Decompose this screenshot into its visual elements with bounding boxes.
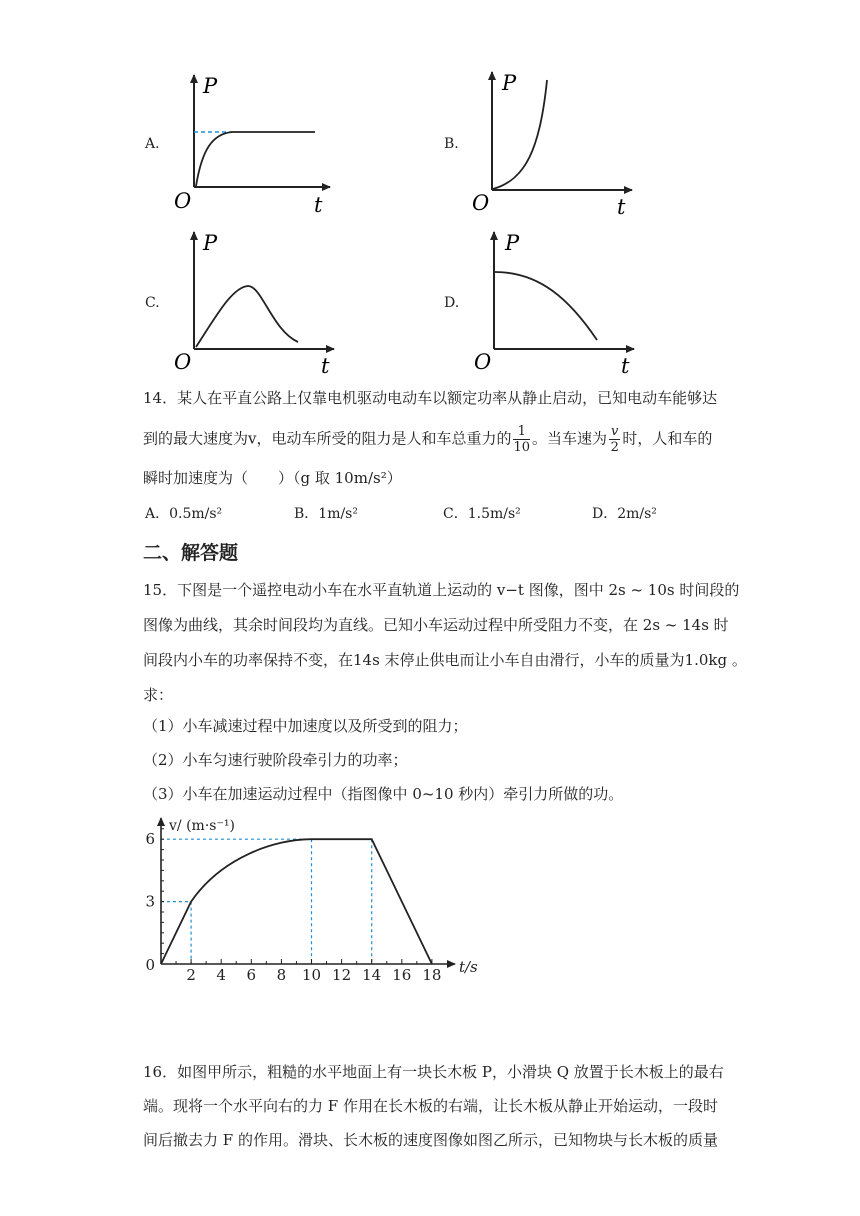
choice-a: A．0.5m/s² [145,506,223,522]
q16-line-2: 端。现将一个水平向右的力 F 作用在长木板的右端，让长木板从静止开始运动，一段时 [143,1097,718,1115]
graph-c [174,231,334,378]
option-d-label: D. [444,295,460,311]
x-tick-label: 16 [392,966,412,984]
q14-line-2-part-c: 时，人和车的 [622,429,713,448]
graph-d-x-label: t [621,354,630,378]
fraction-1-denominator: 10 [513,440,531,455]
q14-line-2-part-b: 。当车速为 [532,429,608,448]
q14-line-2-part-a: 到的最大速度为v，电动车所受的阻力是人和车总重力的 [143,429,512,448]
x-tick-label: 12 [332,966,352,984]
q15-sub-3: （3）小车在加速运动过程中（指图像中 0~10 秒内）牵引力所做的功。 [143,785,624,803]
x-tick-label: 14 [362,966,382,984]
section-title: 二、解答题 [143,542,239,564]
fraction-2-denominator: 2 [610,440,619,455]
q15-line-2: 图像为曲线，其余时间段均为直线。已知小车运动过程中所受阻力不变，在 2s ~ 14s 时 [143,616,729,634]
y-tick-label: 3 [145,892,155,911]
q15-line-1: 15．下图是一个遥控电动小车在水平直轨道上运动的 v−t 图像，图中 2s ~ 10s 时间段的 [143,581,740,599]
q14-line-2 [143,424,712,455]
q14-line-3: 瞬时加速度为（ ）（g 取 10m/s²） [143,469,402,487]
q15-sub-1: （1）小车减速过程中加速度以及所受到的阻力； [143,717,468,735]
choice-d: D．2m/s² [592,506,657,522]
option-a-label: A. [145,136,160,152]
option-c-label: C. [145,295,160,311]
graph-d [474,231,634,378]
graph-a-y-label: P [203,74,218,98]
graph-c-y-label: P [203,231,218,255]
option-graphs [0,0,860,380]
graph-d-y-label: P [505,231,520,255]
graph-a [174,74,330,217]
q14-line-1: 14．某人在平直公路上仅靠电机驱动电动车以额定功率从静止启动，已知电动车能够达 [143,389,718,407]
q15-line-4: 求： [143,686,174,704]
x-tick-label: 4 [216,966,226,984]
fraction-1-numerator: 1 [513,424,530,440]
y-tick-label: 6 [145,830,155,849]
q15-sub-2: （2）小车匀速行驶阶段牵引力的功率； [143,751,408,769]
q16-line-3: 间后撤去力 F 的作用。滑块、长木板的速度图像如图乙所示，已知物块与长木板的质量 [143,1131,718,1149]
q15-line-3: 间段内小车的功率保持不变，在14s 末停止供电而让小车自由滑行，小车的质量为1.0kg 。 [143,651,747,669]
fraction-v-half [609,424,620,455]
graph-b-origin: O [472,191,490,215]
q16-line-1: 16．如图甲所示，粗糙的水平地面上有一块长木板 P，小滑块 Q 放置于长木板上的最右 [143,1063,724,1081]
graph-d-origin: O [474,350,492,374]
fraction-one-tenth [513,424,530,455]
x-axis-label: t/s [458,958,478,976]
fraction-2-numerator: v [611,424,619,439]
graph-a-origin: O [174,189,192,213]
y-axis-label: v/ (m·s⁻¹) [169,818,235,834]
origin-label: 0 [145,956,155,974]
graph-c-origin: O [174,350,192,374]
graph-a-x-label: t [314,193,323,217]
graph-c-x-label: t [321,354,330,378]
vt-chart [140,810,480,985]
graph-b [472,71,632,219]
choice-b: B．1m/s² [294,506,358,522]
graph-b-x-label: t [617,195,626,219]
x-tick-label: 2 [186,966,196,984]
x-tick-label: 10 [301,966,322,984]
vt-series-line [161,839,432,964]
x-tick-label: 18 [422,966,442,984]
graph-b-y-label: P [502,71,517,95]
x-tick-label: 8 [276,966,287,984]
option-b-label: B. [444,136,459,152]
x-tick-label: 6 [246,966,257,984]
choice-c: C．1.5m/s² [443,506,521,522]
